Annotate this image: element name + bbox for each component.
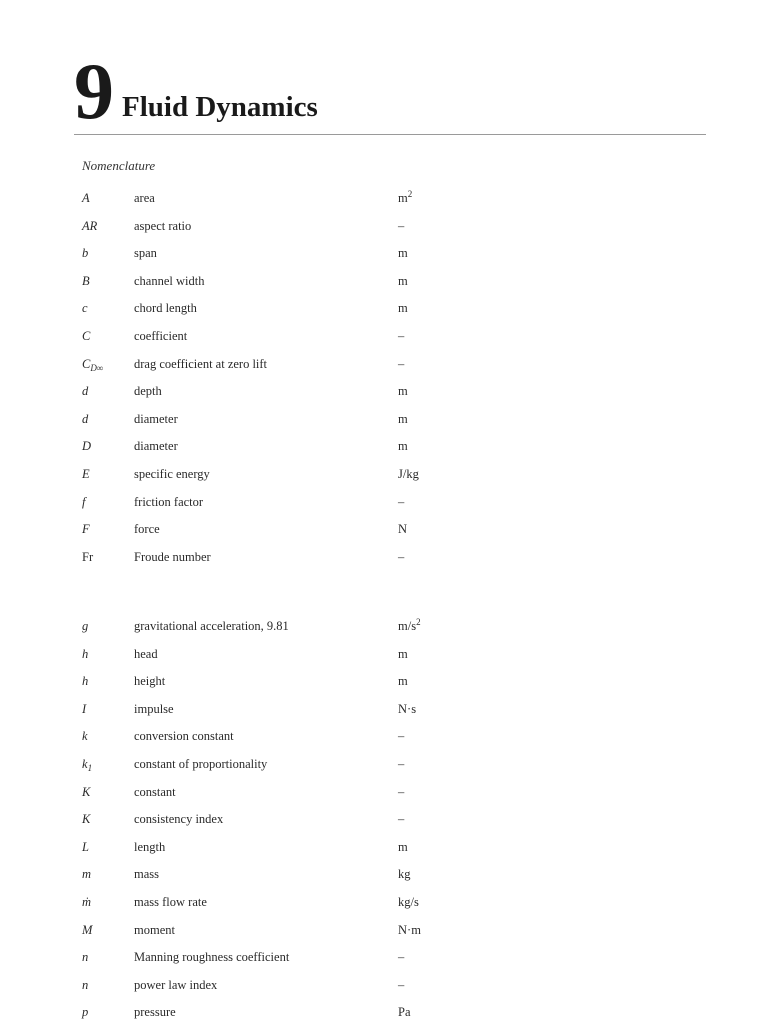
nomenclature-definition: Froude number (134, 549, 211, 564)
nomenclature-definition: consistency index (134, 812, 224, 827)
nomenclature-symbol: K (82, 784, 91, 799)
nomenclature-unit: m (398, 646, 408, 661)
nomenclature-definition: impulse (134, 701, 174, 716)
nomenclature-row (82, 244, 462, 272)
nomenclature-unit: m (398, 439, 408, 454)
nomenclature-definition: diameter (134, 411, 178, 426)
nomenclature-unit: $m/s^2$ (398, 617, 421, 633)
nomenclature-symbol: D (82, 439, 92, 454)
nomenclature-unit: – (398, 812, 405, 827)
nomenclature-unit: $m^2$ (398, 189, 413, 205)
nomenclature-unit: – (398, 977, 405, 992)
nomenclature-definition: constant of proportionality (134, 756, 268, 771)
nomenclature-unit: m (398, 273, 408, 288)
nomenclature-symbol: f (82, 494, 86, 509)
nomenclature-symbol: I (82, 701, 87, 716)
nomenclature-definition: span (134, 246, 157, 261)
nomenclature-row (82, 865, 462, 893)
nomenclature-definition: pressure (134, 1005, 176, 1020)
nomenclature-definition: channel width (134, 273, 205, 288)
nomenclature-row (82, 700, 462, 728)
nomenclature-row (82, 755, 462, 783)
nomenclature-unit: kg/s (398, 894, 419, 909)
nomenclature-symbol: F (82, 522, 90, 537)
nomenclature-unit: Pa (398, 1005, 411, 1020)
nomenclature-unit: N·s (398, 701, 417, 716)
nomenclature-unit: m (398, 301, 408, 316)
nomenclature-symbol: M (82, 922, 93, 937)
nomenclature-definition: head (134, 646, 158, 661)
nomenclature-unit: kg (398, 867, 411, 882)
nomenclature-symbol: g (82, 619, 89, 633)
nomenclature-row (82, 299, 462, 327)
nomenclature-symbol: k (82, 729, 88, 744)
nomenclature-definition: mass (134, 867, 159, 882)
nomenclature-row (82, 617, 462, 645)
nomenclature-symbol: C (82, 328, 91, 343)
nomenclature-unit: N (398, 522, 408, 537)
nomenclature-row (82, 189, 462, 217)
nomenclature-unit: – (398, 729, 405, 744)
chapter-title: Fluid Dynamics (122, 91, 318, 123)
nomenclature-definition: height (134, 674, 166, 689)
nomenclature-row (82, 727, 462, 755)
nomenclature-symbol: d (82, 411, 89, 426)
nomenclature-list-1 (82, 189, 462, 575)
nomenclature-symbol: p (82, 1005, 89, 1020)
nomenclature-symbol: E (82, 466, 90, 481)
nomenclature-symbol: $C_{D\infty}$ (82, 356, 104, 373)
nomenclature-heading: Nomenclature (82, 158, 156, 173)
nomenclature-row (82, 1003, 462, 1031)
nomenclature-symbol: c (82, 301, 88, 316)
nomenclature-row (82, 838, 462, 866)
chapter-number: 9 (74, 48, 112, 136)
chapter-rule (74, 134, 706, 135)
nomenclature-row (82, 410, 462, 438)
nomenclature-symbol: L (82, 839, 89, 854)
nomenclature-unit: – (398, 494, 405, 509)
nomenclature-row (82, 948, 462, 976)
nomenclature-unit: m (398, 411, 408, 426)
chapter-header (74, 48, 706, 136)
nomenclature-row (82, 645, 462, 673)
nomenclature-symbol: d (82, 384, 89, 399)
nomenclature-definition: chord length (134, 301, 197, 316)
nomenclature-definition: specific energy (134, 466, 210, 481)
nomenclature-unit: – (398, 549, 405, 564)
nomenclature-symbol: AR (82, 218, 98, 233)
nomenclature-symbol: h (82, 674, 89, 689)
nomenclature-symbol: ṁ (82, 894, 92, 909)
nomenclature-symbol: b (82, 246, 89, 261)
nomenclature-symbol: n (82, 977, 89, 992)
nomenclature-unit: m (398, 246, 408, 261)
nomenclature-unit: – (398, 756, 405, 771)
nomenclature-definition: moment (134, 922, 175, 937)
nomenclature-symbol: K (82, 812, 91, 827)
nomenclature-row (82, 327, 462, 355)
nomenclature-row (82, 921, 462, 949)
nomenclature-unit: m (398, 839, 408, 854)
nomenclature-definition: area (134, 191, 155, 205)
nomenclature-definition: coefficient (134, 328, 188, 343)
nomenclature-unit: m (398, 674, 408, 689)
nomenclature-row (82, 783, 462, 811)
nomenclature-unit: – (398, 784, 405, 799)
nomenclature-symbol: h (82, 646, 89, 661)
nomenclature-definition: mass flow rate (134, 894, 207, 909)
nomenclature-definition: gravitational acceleration, 9.81 (134, 619, 289, 633)
nomenclature-row (82, 520, 462, 548)
nomenclature-definition: aspect ratio (134, 218, 192, 233)
nomenclature-definition: force (134, 522, 160, 537)
nomenclature-definition: drag coefficient at zero lift (134, 356, 268, 371)
nomenclature-definition: length (134, 839, 166, 854)
nomenclature-symbol: Fr (82, 549, 94, 564)
nomenclature-row (82, 437, 462, 465)
nomenclature-symbol: $k_1$ (82, 756, 93, 773)
nomenclature-unit: N·m (398, 922, 421, 937)
nomenclature-list-2 (82, 617, 462, 1031)
nomenclature-unit: – (398, 328, 405, 343)
nomenclature-definition: depth (134, 384, 162, 399)
nomenclature-unit: J/kg (398, 466, 419, 481)
nomenclature-row (82, 272, 462, 300)
nomenclature-row (82, 893, 462, 921)
nomenclature-row (82, 548, 462, 576)
nomenclature-row (82, 465, 462, 493)
nomenclature-row (82, 382, 462, 410)
nomenclature-symbol: B (82, 273, 90, 288)
nomenclature-symbol: n (82, 950, 89, 965)
nomenclature-unit: – (398, 950, 405, 965)
nomenclature-definition: friction factor (134, 494, 204, 509)
nomenclature-row (82, 217, 462, 245)
nomenclature-definition: Manning roughness coefficient (134, 950, 290, 965)
nomenclature-unit: m (398, 384, 408, 399)
nomenclature-definition: power law index (134, 977, 218, 992)
nomenclature-definition: constant (134, 784, 176, 799)
nomenclature-row (82, 355, 462, 383)
nomenclature-definition: conversion constant (134, 729, 234, 744)
nomenclature-symbol: A (82, 191, 90, 205)
nomenclature-row (82, 810, 462, 838)
nomenclature-unit: – (398, 356, 405, 371)
nomenclature-definition: diameter (134, 439, 178, 454)
nomenclature-row (82, 672, 462, 700)
nomenclature-unit: – (398, 218, 405, 233)
nomenclature-row (82, 493, 462, 521)
nomenclature-symbol: m (82, 867, 92, 882)
nomenclature-row (82, 976, 462, 1004)
